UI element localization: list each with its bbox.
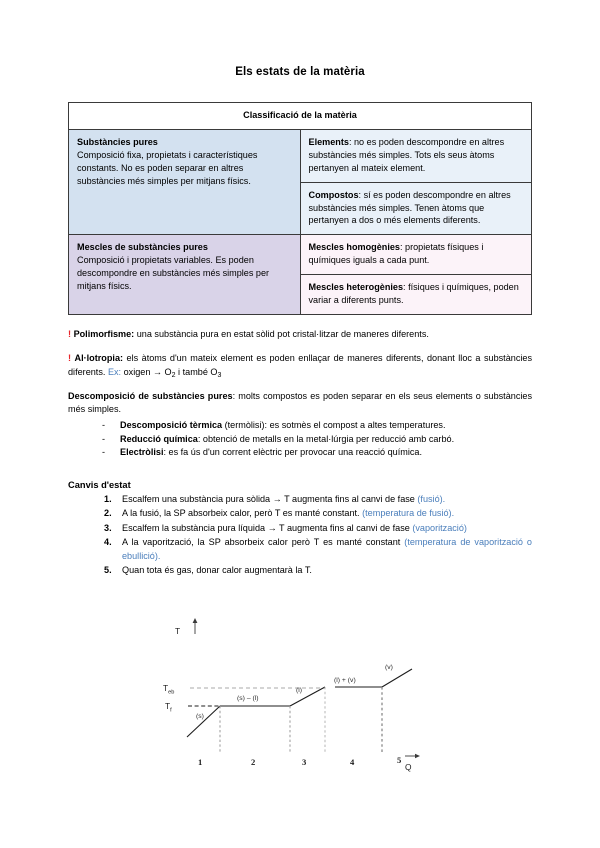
cell-heading: Elements (308, 136, 349, 147)
phase-label-v: (v) (385, 664, 393, 671)
cell-substancies-pures (69, 129, 301, 234)
table-row (69, 129, 532, 182)
x-tick-label-1: 1 (198, 757, 203, 767)
note-text: una substància pura en estat sòlid pot cristal·litzar de maneres diferents. (134, 328, 429, 339)
step-text: A la fusió, la SP absorbeix calor, però T es manté constant. (122, 508, 363, 519)
list-item (102, 419, 532, 433)
exclamation-icon: ! (68, 353, 72, 364)
step-highlight: (vaporització) (412, 522, 467, 533)
decomposition-text: : molts compostos es poden separar en els seus elements o substàncies més simples. (68, 391, 532, 415)
y-tick-label-tf: $T_f$ (165, 701, 172, 714)
step-text: Quan tota és gas, donar calor augmentarà la T. (122, 565, 312, 576)
step-highlight: (temperatura de fusió). (362, 508, 455, 519)
x-axis-arrowhead-icon (415, 754, 420, 759)
example-text-b: i també O (175, 366, 218, 377)
note-term: Al·lotropia: (74, 353, 124, 364)
step-highlight: (fusió). (417, 494, 446, 505)
cell-heading: Mescles homogènies (308, 242, 400, 253)
step-text: A la vaporització, la SP absorbeix calor però T es manté constant (122, 536, 405, 547)
note-term: Polimorfisme: (73, 328, 135, 339)
cell-elements (300, 129, 532, 182)
cell-text: : no es poden descompondre en altres substàncies més simples. Tots els seus àtoms pertanyen al mateix element. (308, 136, 505, 173)
cell-mescles-heterogenies (300, 275, 532, 315)
list-item-text: (termòlisi): es sotmès el compost a altes temperatures. (222, 419, 446, 430)
example-subscript-a: 2 (171, 371, 176, 379)
list-item (102, 446, 532, 460)
page-title: Els estats de la matèria (235, 66, 365, 78)
list-item (104, 492, 532, 506)
list-item (104, 506, 532, 520)
x-tick-label-4: 4 (350, 757, 355, 767)
list-item (102, 433, 532, 447)
cell-mescles-homogenies (300, 235, 532, 275)
table-header-row (69, 103, 532, 130)
y-axis-label: T (175, 626, 181, 636)
example-subscript-b: 3 (217, 371, 222, 379)
cell-heading: Mescles heterogènies (308, 282, 404, 293)
state-changes-list (68, 492, 532, 577)
phase-label-l: (l) (296, 687, 303, 694)
table-row (69, 235, 532, 275)
classification-table (68, 102, 532, 315)
list-item-heading: Electròlisi (120, 447, 164, 458)
y-axis-arrowhead-icon (193, 618, 198, 623)
table-header-cell: Classificació de la matèria (69, 103, 532, 130)
x-tick-label-2: 2 (251, 757, 256, 767)
exclamation-icon: ! (68, 328, 72, 339)
cell-text: : propietats físiques i químiques iguals a cada punt. (308, 242, 484, 266)
cell-mescles-de-substancies-pures (69, 235, 301, 315)
step-highlight: (temperatura de vaporització o ebullició). (122, 536, 532, 561)
cell-heading: Compostos (308, 189, 359, 200)
list-item (104, 535, 532, 563)
phase-label-s-l: (s) – (l) (237, 695, 259, 702)
x-axis-label: Q (405, 762, 412, 772)
cell-heading: Mescles de substàncies pures (77, 242, 208, 253)
step-text: Escalfem una substància pura sòlida → T augmenta fins al canvi de fase (122, 494, 418, 505)
example-text-a: oxigen → O (121, 366, 172, 377)
cell-heading: Substàncies pures (77, 136, 158, 147)
decomposition-list (68, 419, 532, 460)
step-text: Escalfem la substància pura líquida → T augmenta fins al canvi de fase (122, 522, 413, 533)
list-item-text: : obtenció de metalls en la metal·lúrgia per reducció amb carbó. (197, 433, 455, 444)
section-heading-canvis-destat: Canvis d'estat (68, 480, 131, 491)
curve-segment-5-vapour (382, 669, 412, 687)
list-item-heading: Reducció química (120, 433, 198, 444)
note-polimorfisme (68, 328, 532, 341)
curve-segment-1-solid (187, 706, 220, 737)
example-label: Ex: (107, 366, 122, 377)
decomposition-heading: Descomposició de substàncies pures (68, 391, 233, 402)
cell-compostos (300, 182, 532, 235)
y-tick-label-teb: $T_{eb}$ (163, 683, 175, 696)
x-tick-label-3: 3 (302, 757, 307, 767)
note-allotropia (68, 352, 532, 379)
heating-curve-chart (150, 612, 450, 792)
list-item-heading: Descomposició tèrmica (120, 419, 223, 430)
list-item (104, 521, 532, 535)
heating-curve-svg (150, 612, 450, 792)
list-item-text: : es fa ús d'un corrent elèctric per provocar una reacció química. (163, 447, 422, 458)
cell-text: : sí es poden descompondre en altres substàncies més simples. Tenen àtoms que pertanyen a dos o més elements diferents. (308, 189, 511, 226)
phase-label-l-v: (l) + (v) (334, 677, 356, 684)
decomposition-paragraph (68, 390, 532, 417)
cell-text: Composició fixa, propietats i característiques constants. No es poden separar en altres substàncies més simples per mitjans físics. (77, 149, 258, 186)
list-item (104, 563, 532, 577)
phase-label-s: (s) (196, 713, 204, 720)
cell-text: : físiques i químiques, poden variar a diferents punts. (308, 282, 519, 306)
note-text: els àtoms d'un mateix element es poden enllaçar de maneres diferents, donant lloc a substàncies diferents. (68, 353, 532, 377)
cell-text: Composició i propietats variables. Es poden descompondre en substàncies més simples per mitjans físics. (77, 255, 270, 292)
x-tick-label-5: 5 (397, 755, 402, 765)
